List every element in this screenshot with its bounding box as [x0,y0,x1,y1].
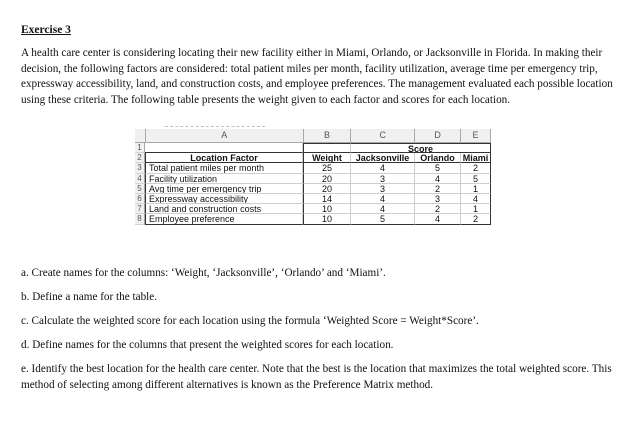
miami-cell: 2 [461,214,491,224]
question-a: a. Create names for the columns: ‘Weight, ‘Jacksonville’, ‘Orlando’ and ‘Miami’. [21,267,386,279]
weight-cell: 10 [303,214,351,224]
column-letter-a: A [146,129,304,142]
jacksonville-cell: 3 [351,174,415,184]
cell-b1 [303,143,351,153]
factor-cell: Expressway accessibility [145,194,303,204]
factor-cell: Land and construction costs [145,204,303,214]
row-number: 2 [135,153,145,163]
header-weight: Weight [303,153,351,163]
jacksonville-cell: 3 [351,184,415,194]
miami-cell: 4 [461,194,491,204]
orlando-cell: 2 [415,204,461,214]
row-number: 5 [135,184,145,194]
question-d: d. Define names for the columns that present the weighted scores for each location. [21,339,394,351]
miami-cell: 1 [461,184,491,194]
factor-cell: Avg time per emergency trip [145,184,303,194]
jacksonville-cell: 4 [351,204,415,214]
intro-paragraph: A health care center is considering locating their new facility either in Miami, Orlando, or Jacksonville in Florida. In making their decision, the following factors are considered: total patient miles per month, facility utilization, average time per emergency trip, expressway accessibility, land, and construction costs, and employee preferences. The management evaluated each possible location using these criteria. The following table presents the weight given to each factor and scores for each location. [21,47,613,106]
row-number: 8 [135,214,145,224]
corner-cell [135,129,146,142]
column-letter-c: C [351,129,415,142]
question-c: c. Calculate the weighted score for each location using the formula ‘Weighted Score = Weight*Score’. [21,315,479,327]
score-group-label: Score [351,143,491,153]
orlando-cell: 5 [415,163,461,173]
miami-cell: 1 [461,204,491,214]
header-location-factor: Location Factor [145,153,303,163]
column-letter-b: B [304,129,352,142]
table-row [135,174,491,184]
weight-cell: 14 [303,194,351,204]
miami-cell: 2 [461,163,491,173]
orlando-cell: 4 [415,174,461,184]
factor-cell: Facility utilization [145,174,303,184]
orlando-cell: 3 [415,194,461,204]
selection-dashes [165,126,265,127]
cell-a1 [145,143,303,153]
orlando-cell: 4 [415,214,461,224]
factor-cell: Total patient miles per month [145,163,303,173]
jacksonville-cell: 5 [351,214,415,224]
table-row [135,214,491,224]
row-number: 1 [135,143,145,153]
table-row [135,163,491,173]
sheet-row-1 [135,143,491,153]
sheet-row-2 [135,153,491,163]
factor-cell: Employee preference [145,214,303,224]
table-row [135,204,491,214]
orlando-cell: 2 [415,184,461,194]
weight-cell: 25 [303,163,351,173]
weight-cell: 20 [303,184,351,194]
table-row [135,184,491,194]
weight-cell: 10 [303,204,351,214]
header-orlando: Orlando [415,153,461,163]
question-b: b. Define a name for the table. [21,291,158,303]
column-letter-d: D [415,129,461,142]
jacksonville-cell: 4 [351,163,415,173]
weight-cell: 20 [303,174,351,184]
row-number: 3 [135,163,145,173]
miami-cell: 5 [461,174,491,184]
header-miami: Miami [461,153,491,163]
question-e: e. Identify the best location for the health care center. Note that the best is the location that maximizes the total weighted score. This method of selecting among different alternatives is known as the Preference Matrix method. [21,363,612,391]
row-number: 4 [135,174,145,184]
jacksonville-cell: 4 [351,194,415,204]
spreadsheet-table [135,129,491,225]
exercise-title: Exercise 3 [21,24,71,36]
column-letter-e: E [461,129,491,142]
table-row [135,194,491,204]
header-jacksonville: Jacksonville [351,153,415,163]
column-header-row [135,129,491,143]
row-number: 6 [135,194,145,204]
row-number: 7 [135,204,145,214]
